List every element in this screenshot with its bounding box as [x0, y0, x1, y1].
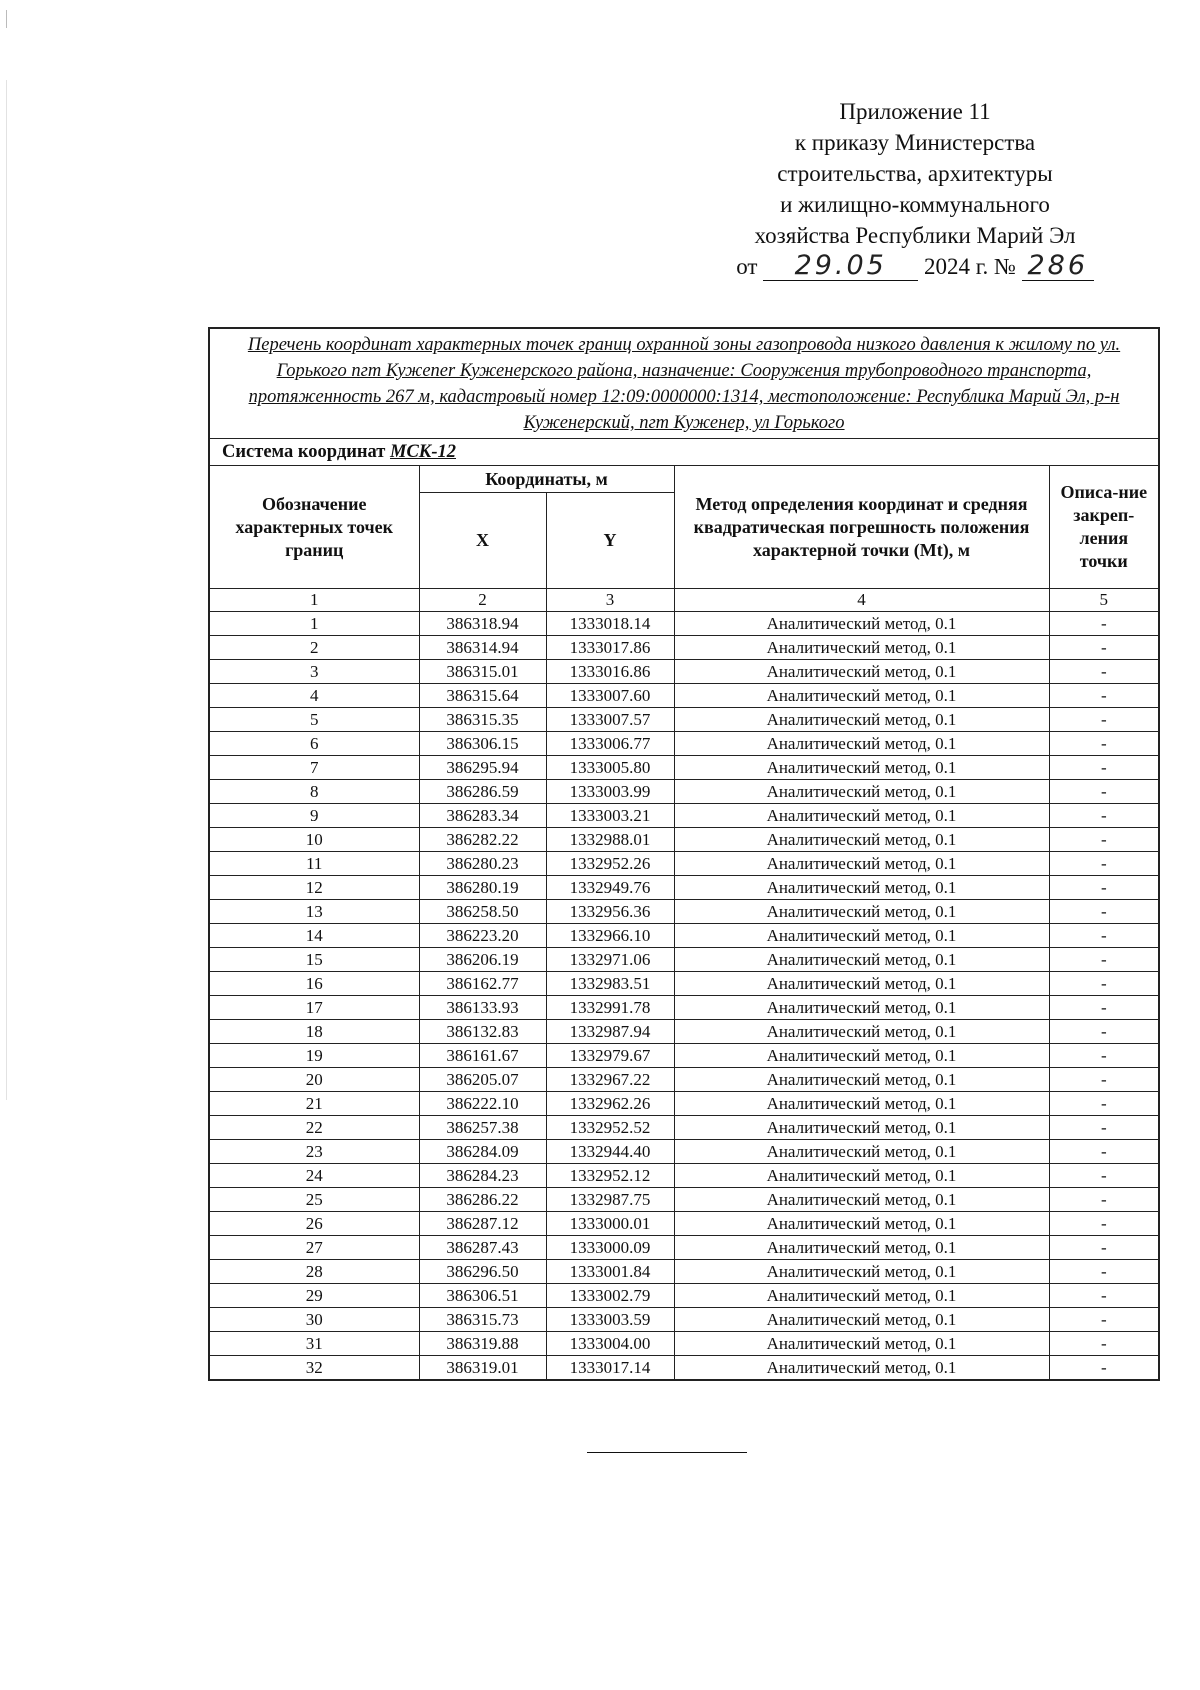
column-index: 4	[674, 589, 1049, 612]
method-cell: Аналитический метод, 0.1	[674, 1020, 1049, 1044]
method-cell: Аналитический метод, 0.1	[674, 636, 1049, 660]
point-number-cell: 24	[209, 1164, 419, 1188]
description-cell: -	[1049, 900, 1159, 924]
y-cell: 1333003.99	[546, 780, 674, 804]
x-cell: 386282.22	[419, 828, 546, 852]
x-cell: 386257.38	[419, 1116, 546, 1140]
table-row	[209, 1164, 1159, 1188]
header-coordinates: Координаты, м	[419, 466, 674, 493]
description-cell: -	[1049, 1020, 1159, 1044]
header-y: Y	[546, 493, 674, 589]
y-cell: 1332971.06	[546, 948, 674, 972]
description-cell: -	[1049, 1068, 1159, 1092]
point-number-cell: 16	[209, 972, 419, 996]
table-row	[209, 1116, 1159, 1140]
column-index: 5	[1049, 589, 1159, 612]
system-label: Система координат	[222, 441, 386, 462]
table-title: Перечень координат характерных точек границ охранной зоны газопровода низкого давления к жилому по ул. Горького пгт Кужener Куженерского района, назначение: Сооружения трубопроводного транспорта, протяженность 267 м, кадастровый номер 12:09:0000000:1314, местоположение: Республика Марий Эл, р-н Куженерский, пгт Куженер, ул Горького	[209, 328, 1159, 439]
table-row	[209, 756, 1159, 780]
x-cell: 386283.34	[419, 804, 546, 828]
method-cell: Аналитический метод, 0.1	[674, 732, 1049, 756]
y-cell: 1332987.75	[546, 1188, 674, 1212]
order-number-field	[1022, 250, 1094, 281]
method-cell: Аналитический метод, 0.1	[674, 612, 1049, 636]
table-row	[209, 852, 1159, 876]
method-cell: Аналитический метод, 0.1	[674, 1116, 1049, 1140]
description-cell: -	[1049, 852, 1159, 876]
y-cell: 1332967.22	[546, 1068, 674, 1092]
x-cell: 386286.22	[419, 1188, 546, 1212]
method-cell: Аналитический метод, 0.1	[674, 1188, 1049, 1212]
annex-header	[700, 96, 1130, 282]
description-cell: -	[1049, 996, 1159, 1020]
table-row	[209, 1212, 1159, 1236]
point-number-cell: 29	[209, 1284, 419, 1308]
table-row	[209, 1236, 1159, 1260]
method-cell: Аналитический метод, 0.1	[674, 1140, 1049, 1164]
table-row	[209, 948, 1159, 972]
table-row	[209, 636, 1159, 660]
method-cell: Аналитический метод, 0.1	[674, 1308, 1049, 1332]
point-number-cell: 13	[209, 900, 419, 924]
closing-rule	[587, 1452, 747, 1453]
x-cell: 386206.19	[419, 948, 546, 972]
point-number-cell: 3	[209, 660, 419, 684]
point-number-cell: 1	[209, 612, 419, 636]
method-cell: Аналитический метод, 0.1	[674, 708, 1049, 732]
table-row	[209, 1188, 1159, 1212]
description-cell: -	[1049, 780, 1159, 804]
header-point: Обозначение характерных точек границ	[209, 466, 419, 589]
y-cell: 1332966.10	[546, 924, 674, 948]
y-cell: 1333016.86	[546, 660, 674, 684]
method-cell: Аналитический метод, 0.1	[674, 876, 1049, 900]
method-cell: Аналитический метод, 0.1	[674, 1044, 1049, 1068]
method-cell: Аналитический метод, 0.1	[674, 948, 1049, 972]
y-cell: 1333006.77	[546, 732, 674, 756]
year-label: 2024 г. №	[923, 254, 1017, 279]
x-cell: 386132.83	[419, 1020, 546, 1044]
description-cell: -	[1049, 708, 1159, 732]
column-index-row	[209, 589, 1159, 612]
y-cell: 1332944.40	[546, 1140, 674, 1164]
x-cell: 386223.20	[419, 924, 546, 948]
table-row	[209, 684, 1159, 708]
y-cell: 1333017.86	[546, 636, 674, 660]
table-row	[209, 780, 1159, 804]
point-number-cell: 21	[209, 1092, 419, 1116]
description-cell: -	[1049, 972, 1159, 996]
table-row	[209, 612, 1159, 636]
method-cell: Аналитический метод, 0.1	[674, 1284, 1049, 1308]
x-cell: 386205.07	[419, 1068, 546, 1092]
method-cell: Аналитический метод, 0.1	[674, 660, 1049, 684]
column-index: 2	[419, 589, 546, 612]
point-number-cell: 14	[209, 924, 419, 948]
x-cell: 386314.94	[419, 636, 546, 660]
coordinate-system	[209, 439, 1159, 466]
description-cell: -	[1049, 684, 1159, 708]
y-cell: 1333000.09	[546, 1236, 674, 1260]
description-cell: -	[1049, 1284, 1159, 1308]
annex-line-2: к приказу Министерства	[794, 130, 1036, 155]
header-method: Метод определения координат и средняя квадратическая погрешность положения характерной точки (Mt), м	[674, 466, 1049, 589]
point-number-cell: 11	[209, 852, 419, 876]
x-cell: 386319.88	[419, 1332, 546, 1356]
point-number-cell: 28	[209, 1260, 419, 1284]
header-description: Описа-ние закреп-ления точки	[1049, 466, 1159, 589]
x-cell: 386315.35	[419, 708, 546, 732]
x-cell: 386162.77	[419, 972, 546, 996]
annex-line-4: и жилищно-коммунального	[780, 192, 1050, 217]
margin-mark	[6, 10, 7, 28]
table-row	[209, 1332, 1159, 1356]
point-number-cell: 12	[209, 876, 419, 900]
y-cell: 1333003.21	[546, 804, 674, 828]
point-number-cell: 30	[209, 1308, 419, 1332]
description-cell: -	[1049, 1260, 1159, 1284]
y-cell: 1332952.26	[546, 852, 674, 876]
table-row	[209, 900, 1159, 924]
method-cell: Аналитический метод, 0.1	[674, 972, 1049, 996]
y-cell: 1332949.76	[546, 876, 674, 900]
y-cell: 1332988.01	[546, 828, 674, 852]
method-cell: Аналитический метод, 0.1	[674, 1212, 1049, 1236]
point-number-cell: 4	[209, 684, 419, 708]
header-x: X	[419, 493, 546, 589]
x-cell: 386319.01	[419, 1356, 546, 1381]
point-number-cell: 10	[209, 828, 419, 852]
y-cell: 1332987.94	[546, 1020, 674, 1044]
column-index: 1	[209, 589, 419, 612]
table-row	[209, 1068, 1159, 1092]
description-cell: -	[1049, 1332, 1159, 1356]
description-cell: -	[1049, 948, 1159, 972]
x-cell: 386286.59	[419, 780, 546, 804]
method-cell: Аналитический метод, 0.1	[674, 1236, 1049, 1260]
x-cell: 386284.09	[419, 1140, 546, 1164]
method-cell: Аналитический метод, 0.1	[674, 1164, 1049, 1188]
method-cell: Аналитический метод, 0.1	[674, 852, 1049, 876]
y-cell: 1333004.00	[546, 1332, 674, 1356]
table-row	[209, 1092, 1159, 1116]
table-row	[209, 1284, 1159, 1308]
point-number-cell: 23	[209, 1140, 419, 1164]
x-cell: 386133.93	[419, 996, 546, 1020]
point-number-cell: 5	[209, 708, 419, 732]
point-number-cell: 27	[209, 1236, 419, 1260]
x-cell: 386296.50	[419, 1260, 546, 1284]
table-row	[209, 996, 1159, 1020]
y-cell: 1333017.14	[546, 1356, 674, 1381]
x-cell: 386287.12	[419, 1212, 546, 1236]
table-row	[209, 1044, 1159, 1068]
point-number-cell: 6	[209, 732, 419, 756]
x-cell: 386222.10	[419, 1092, 546, 1116]
y-cell: 1332991.78	[546, 996, 674, 1020]
table-row	[209, 732, 1159, 756]
x-cell: 386315.64	[419, 684, 546, 708]
method-cell: Аналитический метод, 0.1	[674, 804, 1049, 828]
table-row	[209, 1308, 1159, 1332]
margin-mark	[6, 80, 7, 1100]
table-row	[209, 1140, 1159, 1164]
x-cell: 386318.94	[419, 612, 546, 636]
description-cell: -	[1049, 732, 1159, 756]
x-cell: 386315.73	[419, 1308, 546, 1332]
method-cell: Аналитический метод, 0.1	[674, 828, 1049, 852]
y-cell: 1332952.52	[546, 1116, 674, 1140]
point-number-cell: 22	[209, 1116, 419, 1140]
system-name: МСК-12	[390, 441, 456, 462]
method-cell: Аналитический метод, 0.1	[674, 780, 1049, 804]
table-row	[209, 1020, 1159, 1044]
order-date-field	[763, 250, 918, 281]
annex-line-5: хозяйства Республики Марий Эл	[754, 223, 1076, 248]
y-cell: 1333003.59	[546, 1308, 674, 1332]
description-cell: -	[1049, 1116, 1159, 1140]
y-cell: 1333005.80	[546, 756, 674, 780]
method-cell: Аналитический метод, 0.1	[674, 1356, 1049, 1381]
description-cell: -	[1049, 612, 1159, 636]
x-cell: 386161.67	[419, 1044, 546, 1068]
method-cell: Аналитический метод, 0.1	[674, 1332, 1049, 1356]
table-row	[209, 660, 1159, 684]
table-body	[209, 612, 1159, 1381]
description-cell: -	[1049, 1212, 1159, 1236]
description-cell: -	[1049, 828, 1159, 852]
annex-line-1: Приложение 11	[839, 99, 991, 124]
annex-line-3: строительства, архитектуры	[777, 161, 1053, 186]
description-cell: -	[1049, 1140, 1159, 1164]
y-cell: 1333018.14	[546, 612, 674, 636]
order-number-handwritten: 286	[1027, 250, 1089, 281]
description-cell: -	[1049, 636, 1159, 660]
point-number-cell: 2	[209, 636, 419, 660]
method-cell: Аналитический метод, 0.1	[674, 1260, 1049, 1284]
description-cell: -	[1049, 1188, 1159, 1212]
y-cell: 1333007.57	[546, 708, 674, 732]
description-cell: -	[1049, 1044, 1159, 1068]
point-number-cell: 7	[209, 756, 419, 780]
order-date-handwritten: 29.05	[794, 250, 887, 281]
point-number-cell: 9	[209, 804, 419, 828]
description-cell: -	[1049, 804, 1159, 828]
table-row	[209, 876, 1159, 900]
coordinates-table	[208, 327, 1160, 1381]
y-cell: 1333000.01	[546, 1212, 674, 1236]
description-cell: -	[1049, 1356, 1159, 1381]
table-row	[209, 708, 1159, 732]
point-number-cell: 19	[209, 1044, 419, 1068]
y-cell: 1332952.12	[546, 1164, 674, 1188]
description-cell: -	[1049, 756, 1159, 780]
y-cell: 1332979.67	[546, 1044, 674, 1068]
y-cell: 1333002.79	[546, 1284, 674, 1308]
table-row	[209, 804, 1159, 828]
description-cell: -	[1049, 1092, 1159, 1116]
point-number-cell: 31	[209, 1332, 419, 1356]
x-cell: 386280.23	[419, 852, 546, 876]
table-row	[209, 924, 1159, 948]
y-cell: 1332962.26	[546, 1092, 674, 1116]
x-cell: 386284.23	[419, 1164, 546, 1188]
method-cell: Аналитический метод, 0.1	[674, 924, 1049, 948]
point-number-cell: 18	[209, 1020, 419, 1044]
point-number-cell: 15	[209, 948, 419, 972]
x-cell: 386295.94	[419, 756, 546, 780]
y-cell: 1332956.36	[546, 900, 674, 924]
table-row	[209, 1260, 1159, 1284]
y-cell: 1332983.51	[546, 972, 674, 996]
column-index: 3	[546, 589, 674, 612]
method-cell: Аналитический метод, 0.1	[674, 996, 1049, 1020]
table-row	[209, 972, 1159, 996]
point-number-cell: 17	[209, 996, 419, 1020]
description-cell: -	[1049, 660, 1159, 684]
method-cell: Аналитический метод, 0.1	[674, 756, 1049, 780]
point-number-cell: 8	[209, 780, 419, 804]
x-cell: 386287.43	[419, 1236, 546, 1260]
method-cell: Аналитический метод, 0.1	[674, 1092, 1049, 1116]
x-cell: 386306.51	[419, 1284, 546, 1308]
method-cell: Аналитический метод, 0.1	[674, 900, 1049, 924]
description-cell: -	[1049, 1308, 1159, 1332]
point-number-cell: 20	[209, 1068, 419, 1092]
y-cell: 1333007.60	[546, 684, 674, 708]
method-cell: Аналитический метод, 0.1	[674, 684, 1049, 708]
x-cell: 386306.15	[419, 732, 546, 756]
table-row	[209, 1356, 1159, 1381]
point-number-cell: 32	[209, 1356, 419, 1381]
point-number-cell: 25	[209, 1188, 419, 1212]
x-cell: 386258.50	[419, 900, 546, 924]
from-label: от	[736, 254, 758, 279]
y-cell: 1333001.84	[546, 1260, 674, 1284]
description-cell: -	[1049, 1236, 1159, 1260]
description-cell: -	[1049, 876, 1159, 900]
order-date-line	[700, 251, 1130, 282]
point-number-cell: 26	[209, 1212, 419, 1236]
method-cell: Аналитический метод, 0.1	[674, 1068, 1049, 1092]
description-cell: -	[1049, 1164, 1159, 1188]
x-cell: 386315.01	[419, 660, 546, 684]
x-cell: 386280.19	[419, 876, 546, 900]
table-row	[209, 828, 1159, 852]
description-cell: -	[1049, 924, 1159, 948]
